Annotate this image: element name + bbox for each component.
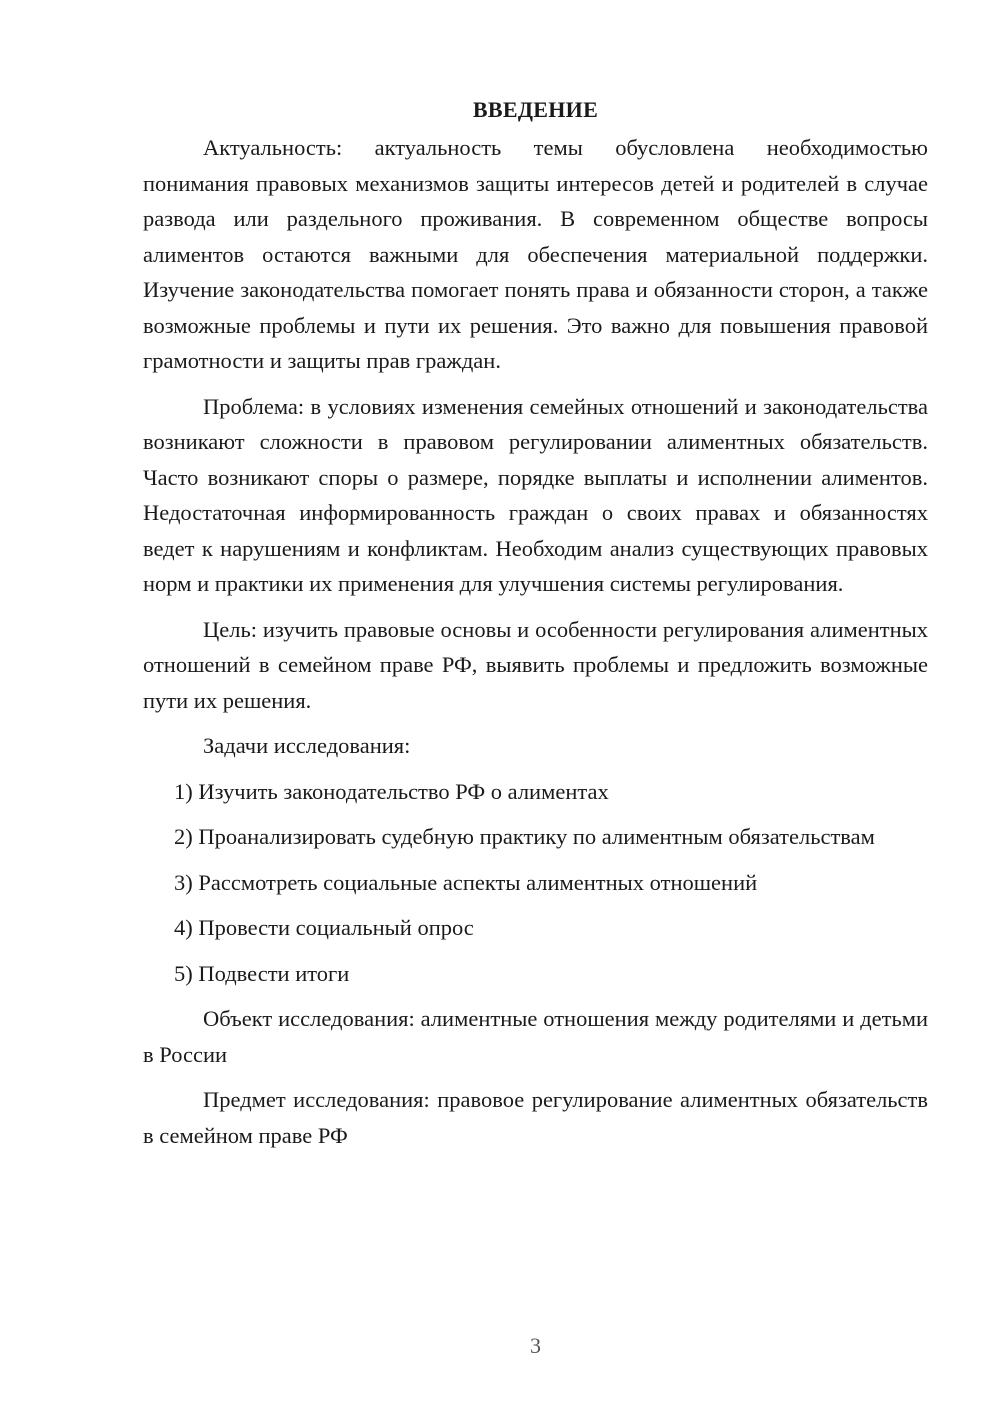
subject-paragraph: Предмет исследования: правовое регулирование алиментных обязательств в семейном праве РФ bbox=[143, 1087, 928, 1148]
page-title: ВВЕДЕНИЕ bbox=[472, 97, 599, 122]
task-item: 3) Рассмотреть социальные аспекты алиментных отношений bbox=[174, 869, 758, 895]
task-item: 5) Подвести итоги bbox=[174, 960, 350, 986]
goal-paragraph: Цель: изучить правовые основы и особенности регулирования алиментных отношений в семейном праве РФ, выявить проблемы и предложить возможные пути их решения. bbox=[143, 616, 928, 713]
tasks-heading: Задачи исследования: bbox=[203, 733, 411, 758]
task-item: 1) Изучить законодательство РФ о алиментах bbox=[174, 778, 609, 804]
page-number: 3 bbox=[530, 1333, 541, 1358]
problem-paragraph: Проблема: в условиях изменения семейных отношений и законодательства возникают сложности в правовом регулировании алиментных обязательств. Часто возникают споры о размере, порядке выплаты и исполнении алиментов. Недостаточная информированность граждан о своих правах и обязанностях ведет к нарушениям и конфликтам. Необходим анализ существующих правовых норм и практики их применения для улучшения системы регулирования. bbox=[143, 393, 928, 596]
document-body bbox=[143, 92, 928, 1163]
relevance-paragraph: Актуальность: актуальность темы обусловлена необходимостью понимания правовых механизмов защиты интересов детей и родителей в случае развода или раздельного проживания. В современном обществе вопросы алиментов остаются важными для обеспечения материальной поддержки. Изучение законодательства помогает понять права и обязанности сторон, а также возможные проблемы и пути их решения. Это важно для повышения правовой грамотности и защиты прав граждан. bbox=[143, 135, 928, 373]
task-item: 2) Проанализировать судебную практику по алиментным обязательствам bbox=[174, 824, 875, 849]
tasks-list bbox=[143, 774, 928, 992]
object-paragraph: Объект исследования: алиментные отношения между родителями и детьми в России bbox=[143, 1006, 928, 1067]
task-item: 4) Провести социальный опрос bbox=[174, 915, 474, 940]
